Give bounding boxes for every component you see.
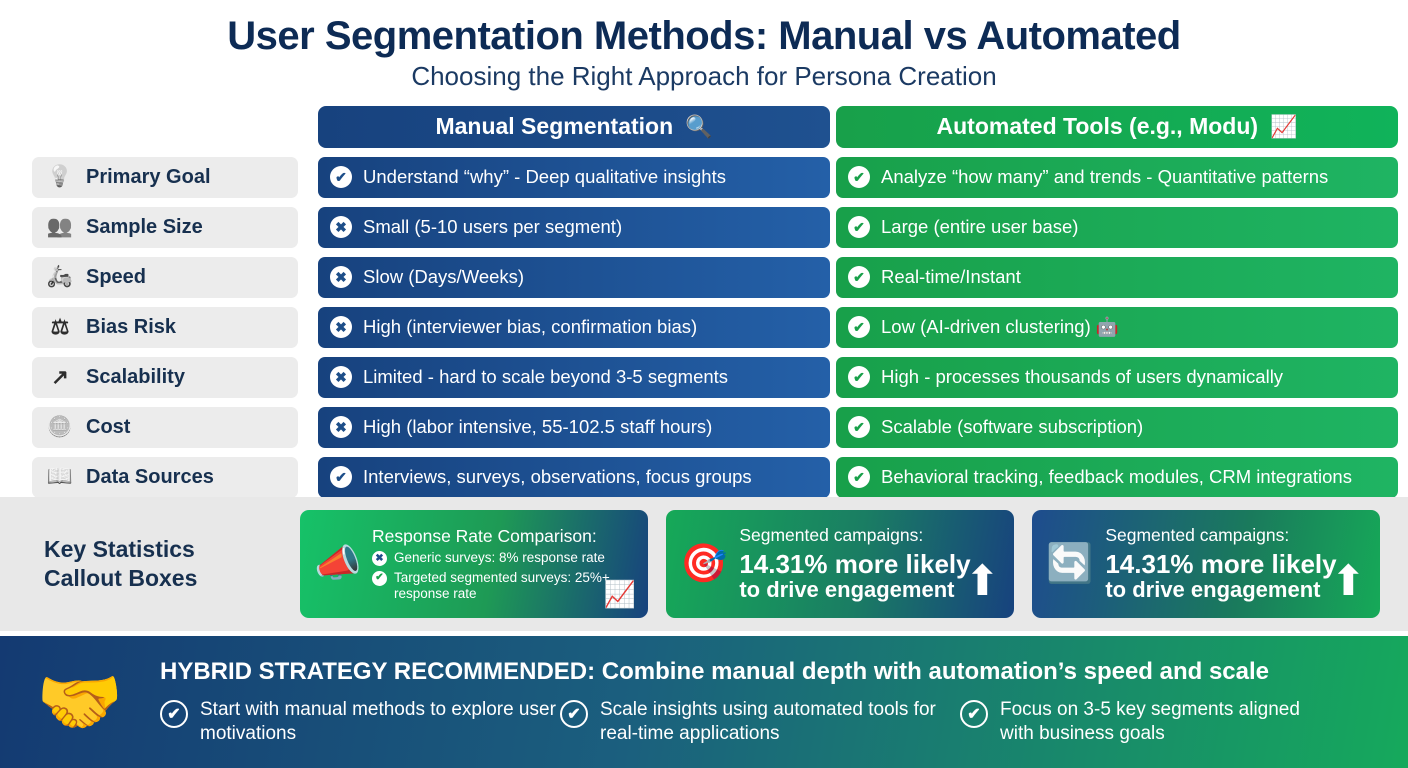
check-icon: ✔ [848, 366, 870, 388]
stat-value: 14.31% more likely [739, 548, 971, 579]
key-statistics-title-line1: Key Statistics [44, 536, 195, 563]
cell-manual-5 [318, 407, 830, 448]
stat-value-sub: to drive engagement [1105, 576, 1321, 602]
speedometer-icon: 🛵 [46, 265, 74, 289]
cell-automated-1 [836, 207, 1398, 248]
cell-manual-3 [318, 307, 830, 348]
cell-automated-0 [836, 157, 1398, 198]
check-icon: ✔ [960, 700, 988, 728]
hybrid-item-text: Scale insights using automated tools for real-time applications [600, 699, 936, 744]
check-icon: ✔ [848, 266, 870, 288]
row-label-2 [32, 257, 298, 298]
cell-automated-2 [836, 257, 1398, 298]
stat-line-text: Targeted segmented surveys: 25%+ response rate [394, 569, 610, 601]
row-label-text: Cost [86, 415, 131, 438]
cell-manual-4 [318, 357, 830, 398]
check-icon: ✔ [160, 700, 188, 728]
cell-text: Behavioral tracking, feedback modules, CRM integrations [881, 466, 1352, 488]
check-icon: ✔ [560, 700, 588, 728]
row-label-5 [32, 407, 298, 448]
cell-text: High - processes thousands of users dynamically [881, 366, 1284, 388]
check-icon: ✔ [848, 166, 870, 188]
column-header-automated [836, 106, 1398, 148]
stat-value-sub: to drive engagement [739, 576, 955, 602]
cell-manual-6 [318, 457, 830, 498]
stat-line [372, 550, 634, 566]
cell-manual-2 [318, 257, 830, 298]
stat-box-response-rate-heading: Response Rate Comparison: [372, 526, 597, 547]
hybrid-item-text: Focus on 3-5 key segments aligned with business goals [1000, 699, 1300, 744]
page-subtitle: Choosing the Right Approach for Persona Creation [411, 60, 997, 91]
cell-text: Understand “why” - Deep qualitative insights [363, 166, 726, 188]
gutter [298, 257, 318, 298]
hybrid-item [160, 698, 560, 746]
check-icon: ✔ [330, 466, 352, 488]
scales-icon: ⚖ [50, 315, 70, 339]
magnifier-icon: 🔍 [685, 113, 713, 139]
stat-box-segmented-campaigns-1 [666, 510, 1014, 618]
gutter [298, 106, 318, 148]
cell-text: High (interviewer bias, confirmation bias) [363, 316, 698, 338]
column-header-automated-label: Automated Tools (e.g., Modu) [936, 113, 1259, 140]
cell-text: Low (AI-driven clustering) 🤖 [881, 316, 1119, 338]
row-label-6 [32, 457, 298, 498]
key-statistics-title [0, 535, 300, 593]
cross-icon: ✖ [330, 266, 352, 288]
cell-automated-4 [836, 357, 1398, 398]
stat-box-segmented-campaigns-1-body [739, 525, 970, 602]
row-label-text: Bias Risk [86, 315, 177, 338]
stat-line-text: Generic surveys: 8% response rate [394, 550, 605, 566]
coins-icon: 🪙 [46, 415, 74, 439]
page-title: User Segmentation Methods: Manual vs Automated [227, 14, 1181, 58]
cell-text: Small (5-10 users per segment) [363, 216, 623, 238]
row-label-0 [32, 157, 298, 198]
gutter [298, 457, 318, 498]
cross-icon: ✖ [330, 316, 352, 338]
expand-arrows-icon: ↗ [51, 365, 69, 389]
stat-box-response-rate-body [372, 526, 634, 602]
cross-icon: ✖ [372, 551, 387, 566]
refresh-icon: 🔄 [1046, 543, 1094, 585]
cell-text: Limited - hard to scale beyond 3-5 segments [363, 366, 729, 388]
grid-corner-spacer [32, 106, 298, 148]
stat-box-segmented-campaigns-2 [1032, 510, 1380, 618]
up-arrow-icon: ⬆ [1330, 557, 1366, 604]
column-header-manual [318, 106, 830, 148]
lightbulb-icon: 💡 [46, 165, 74, 189]
cross-icon: ✖ [330, 416, 352, 438]
stat-box-segmented-campaigns-2-body [1105, 525, 1336, 602]
check-icon: ✔ [330, 166, 352, 188]
cross-icon: ✖ [330, 216, 352, 238]
cell-text: Real-time/Instant [881, 266, 1021, 288]
row-label-text: Primary Goal [86, 165, 211, 188]
cell-text: Interviews, surveys, observations, focus groups [363, 466, 752, 488]
check-icon: ✔ [848, 466, 870, 488]
hybrid-item [560, 698, 960, 746]
key-statistics-band [0, 497, 1408, 631]
megaphone-icon: 📣 [314, 543, 362, 585]
hybrid-strategy-footer [0, 636, 1408, 768]
column-header-manual-label: Manual Segmentation [435, 113, 674, 140]
check-icon: ✔ [848, 216, 870, 238]
row-label-text: Scalability [86, 365, 185, 388]
up-arrow-icon: ⬆ [964, 557, 1000, 604]
stat-heading: Segmented campaigns: [1105, 525, 1290, 546]
hybrid-item-text: Start with manual methods to explore user motivations [200, 699, 556, 744]
gutter [298, 207, 318, 248]
cell-automated-3 [836, 307, 1398, 348]
book-icon: 📖 [46, 465, 74, 489]
hybrid-content [160, 658, 1408, 746]
check-icon: ✔ [848, 416, 870, 438]
row-label-1 [32, 207, 298, 248]
target-icon: 🎯 [680, 543, 728, 585]
row-label-text: Data Sources [86, 465, 214, 488]
row-label-3 [32, 307, 298, 348]
gutter [298, 157, 318, 198]
stat-heading: Segmented campaigns: [739, 525, 924, 546]
cell-text: Large (entire user base) [881, 216, 1079, 238]
key-statistics-title-line2: Callout Boxes [44, 565, 198, 591]
hybrid-headline: HYBRID STRATEGY RECOMMENDED: Combine manual depth with automation’s speed and scale [160, 658, 1270, 686]
hybrid-items [160, 698, 1378, 746]
gutter [298, 357, 318, 398]
cell-text: Scalable (software subscription) [881, 416, 1144, 438]
check-icon: ✔ [848, 316, 870, 338]
trend-chart-icon: 📈 [1270, 113, 1298, 139]
handshake-growth-icon: 🤝 [36, 663, 124, 741]
cell-automated-5 [836, 407, 1398, 448]
cell-text: High (labor intensive, 55-102.5 staff hours) [363, 416, 713, 438]
row-label-text: Speed [86, 265, 147, 288]
stat-value: 14.31% more likely [1105, 548, 1337, 579]
comparison-grid [0, 106, 1408, 498]
header [0, 0, 1408, 92]
stat-line [372, 570, 634, 602]
trend-up-icon: 📈 [603, 579, 636, 609]
hybrid-item [960, 698, 1320, 746]
gutter [298, 307, 318, 348]
row-label-text: Sample Size [86, 215, 203, 238]
cell-text: Slow (Days/Weeks) [363, 266, 525, 288]
row-label-4 [32, 357, 298, 398]
cell-text: Analyze “how many” and trends - Quantitative patterns [881, 166, 1329, 188]
cell-manual-0 [318, 157, 830, 198]
people-icon: 👥 [46, 215, 74, 239]
check-icon: ✔ [372, 571, 387, 586]
stat-box-response-rate [300, 510, 648, 618]
cell-automated-6 [836, 457, 1398, 498]
gutter [298, 407, 318, 448]
cell-manual-1 [318, 207, 830, 248]
cross-icon: ✖ [330, 366, 352, 388]
